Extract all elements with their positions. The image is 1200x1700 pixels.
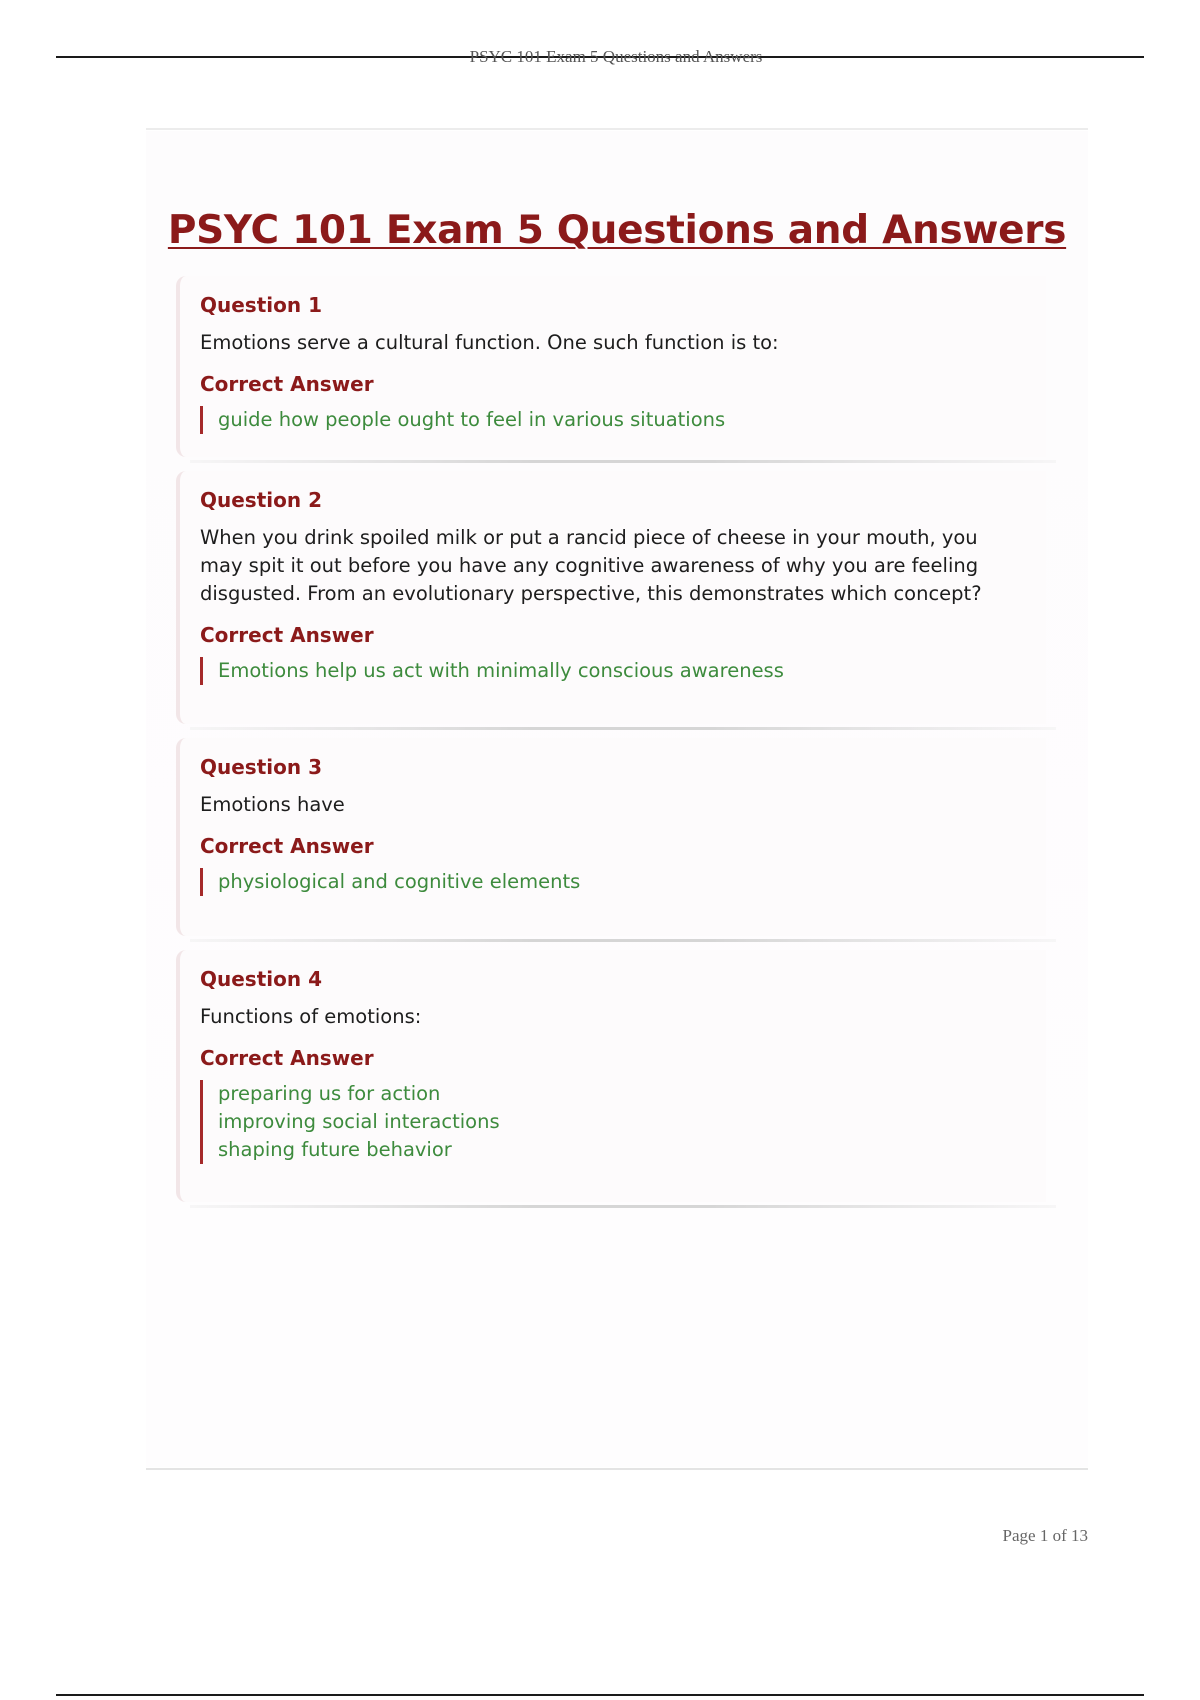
correct-answer-label: Correct Answer: [200, 372, 374, 396]
question-list: [176, 276, 1046, 1216]
question-label: Question 2: [200, 488, 322, 512]
content-bottom-rule: [146, 1468, 1088, 1470]
running-header: PSYC 101 Exam 5 Questions and Answers: [469, 47, 763, 66]
question-card: [176, 276, 1046, 457]
answer-block: [200, 1080, 1026, 1164]
answer-item: preparing us for action: [218, 1082, 441, 1105]
answer-block: [200, 657, 1026, 685]
question-label: Question 4: [200, 967, 322, 991]
content-top-rule: [146, 128, 1088, 130]
page-number: Page 1 of 13: [1002, 1526, 1088, 1545]
answer-item: improving social interactions: [218, 1110, 500, 1133]
running-footer-rule: [56, 1694, 1144, 1696]
answer-item: Emotions help us act with minimally conscious awareness: [218, 659, 784, 682]
question-text: Functions of emotions:: [200, 1005, 422, 1028]
answer-item: guide how people ought to feel in various situations: [218, 408, 726, 431]
question-label: Question 3: [200, 755, 322, 779]
question-text: Emotions serve a cultural function. One such function is to:: [200, 331, 779, 354]
question-card: [176, 471, 1046, 724]
answer-item: physiological and cognitive elements: [218, 870, 581, 893]
question-card: [176, 950, 1046, 1202]
correct-answer-label: Correct Answer: [200, 623, 374, 647]
question-text: Emotions have: [200, 793, 345, 816]
correct-answer-label: Correct Answer: [200, 1046, 374, 1070]
answer-item: shaping future behavior: [218, 1138, 452, 1161]
question-label: Question 1: [200, 293, 322, 317]
document-title: PSYC 101 Exam 5 Questions and Answers: [167, 208, 1067, 253]
answer-block: [200, 868, 1026, 896]
answer-block: [200, 406, 1026, 434]
question-text: When you drink spoiled milk or put a rancid piece of cheese in your mouth, you may spit it out before you have any cognitive awareness of why you are feeling disgusted. From an evolutionary perspective, this demonstrates which concept?: [200, 526, 982, 605]
question-card: [176, 738, 1046, 936]
correct-answer-label: Correct Answer: [200, 834, 374, 858]
